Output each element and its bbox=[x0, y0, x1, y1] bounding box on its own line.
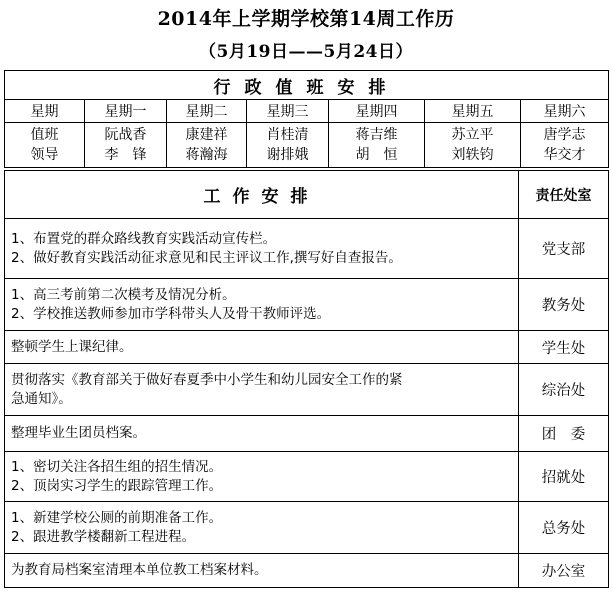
task-cell bbox=[5, 279, 519, 331]
weekday-cell: 星期四 bbox=[329, 100, 425, 123]
task-line: 贯彻落实《教育部关于做好春夏季中小学生和幼儿园安全工作的紧 bbox=[11, 371, 403, 388]
leader-name: 蒋瀚海 bbox=[185, 147, 228, 163]
dept-cell: 办公室 bbox=[519, 554, 609, 588]
task-cell bbox=[5, 554, 519, 588]
dept-cell: 党支部 bbox=[519, 219, 609, 279]
date-range-subtitle: （5月19日——5月24日） bbox=[199, 42, 413, 62]
table-row bbox=[5, 554, 609, 588]
task-cell bbox=[5, 452, 519, 502]
table-row bbox=[5, 219, 609, 279]
dept-cell: 团 委 bbox=[519, 416, 609, 452]
dept-cell: 招就处 bbox=[519, 452, 609, 502]
page-title: 2014年上学期学校第14周工作历 bbox=[157, 8, 455, 30]
weekday-cell: 星期五 bbox=[425, 100, 521, 123]
task-line: 2、学校推送教师参加市学科带头人及骨干教师评选。 bbox=[11, 305, 331, 322]
duty-banner-row bbox=[5, 71, 609, 100]
table-row bbox=[5, 502, 609, 554]
task-line: 整顿学生上课纪律。 bbox=[11, 338, 133, 355]
work-arrangement-table bbox=[4, 170, 609, 588]
leader-name: 华交才 bbox=[543, 147, 586, 163]
task-line: 整理毕业生团员档案。 bbox=[11, 425, 146, 441]
work-header-task: 工作安排 bbox=[5, 171, 519, 219]
leader-name: 胡 恒 bbox=[355, 147, 398, 163]
leader-cell bbox=[425, 123, 521, 168]
table-row bbox=[5, 452, 609, 502]
task-line: 1、新建学校公厕的前期准备工作。 bbox=[11, 509, 223, 526]
leader-name: 唐学志 bbox=[543, 127, 586, 143]
weekday-cell: 星期六 bbox=[521, 100, 609, 123]
leader-name: 蒋吉维 bbox=[355, 127, 398, 143]
task-cell bbox=[5, 416, 519, 452]
leader-name: 谢排娥 bbox=[266, 147, 309, 163]
duty-leaders-row bbox=[5, 123, 609, 168]
dept-cell: 学生处 bbox=[519, 331, 609, 364]
task-cell bbox=[5, 364, 519, 416]
task-cell bbox=[5, 331, 519, 364]
table-row bbox=[5, 416, 609, 452]
task-cell bbox=[5, 219, 519, 279]
leader-cell bbox=[521, 123, 609, 168]
work-header-dept: 责任处室 bbox=[519, 171, 609, 219]
row-label-line: 值班 bbox=[30, 127, 59, 143]
leader-cell bbox=[167, 123, 247, 168]
task-line: 2、跟进教学楼翻新工程进程。 bbox=[11, 528, 196, 545]
weekday-cell: 星期 bbox=[5, 100, 85, 123]
task-line: 1、布置党的群众路线教育实践活动宣传栏。 bbox=[11, 230, 277, 247]
dept-cell: 总务处 bbox=[519, 502, 609, 554]
task-line: 1、高三考前第二次模考及情况分析。 bbox=[11, 286, 236, 303]
table-row bbox=[5, 279, 609, 331]
weekday-header-row bbox=[5, 100, 609, 123]
work-header-row bbox=[5, 171, 609, 219]
dept-cell: 教务处 bbox=[519, 279, 609, 331]
duty-schedule-table bbox=[4, 70, 609, 168]
weekday-cell: 星期一 bbox=[85, 100, 167, 123]
task-line: 1、密切关注各招生组的招生情况。 bbox=[11, 458, 223, 475]
dept-cell: 综治处 bbox=[519, 364, 609, 416]
leader-cell bbox=[329, 123, 425, 168]
task-line: 急通知》。 bbox=[11, 390, 72, 407]
leader-name: 刘轶钧 bbox=[451, 147, 494, 163]
task-cell bbox=[5, 502, 519, 554]
task-line: 2、顶岗实习学生的跟踪管理工作。 bbox=[11, 477, 223, 494]
table-row bbox=[5, 331, 609, 364]
weekday-cell: 星期二 bbox=[167, 100, 247, 123]
leader-cell bbox=[85, 123, 167, 168]
task-line: 2、做好教育实践活动征求意见和民主评议工作,撰写好自查报告。 bbox=[11, 249, 402, 266]
leader-name: 肖桂清 bbox=[266, 127, 309, 143]
task-line: 为教育局档案室清理本单位教工档案材料。 bbox=[11, 562, 268, 578]
row-label-line: 领导 bbox=[30, 147, 59, 163]
weekday-cell: 星期三 bbox=[247, 100, 329, 123]
row-label-cell bbox=[5, 123, 85, 168]
leader-name: 康建祥 bbox=[185, 127, 228, 143]
leader-name: 阮战香 bbox=[104, 127, 147, 143]
leader-cell bbox=[247, 123, 329, 168]
leader-name: 苏立平 bbox=[451, 127, 494, 143]
duty-banner: 行政值班安排 bbox=[5, 71, 609, 100]
table-row bbox=[5, 364, 609, 416]
leader-name: 李 锋 bbox=[104, 147, 147, 163]
